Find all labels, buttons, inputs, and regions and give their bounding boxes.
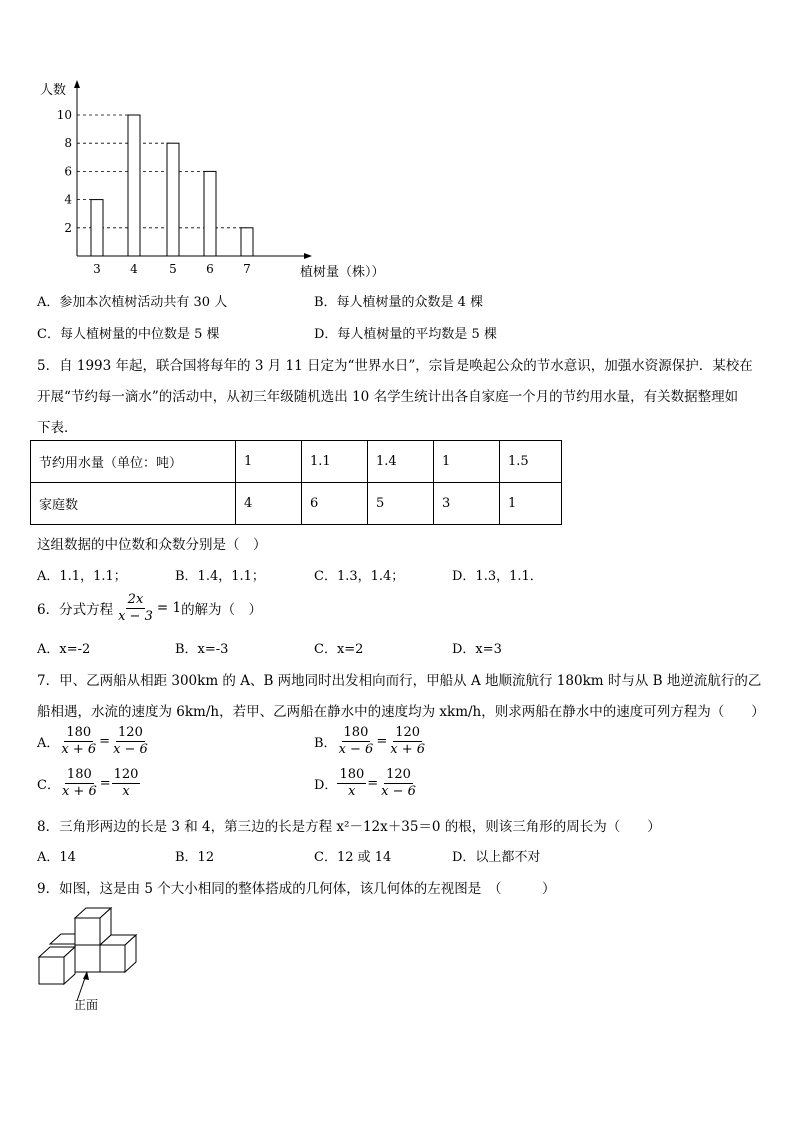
denominator: x + 6	[61, 742, 97, 757]
x-tick-label: 3	[93, 262, 101, 276]
bar-6	[204, 171, 216, 256]
back-left-top-face	[50, 934, 75, 944]
table-cell: 5	[368, 483, 434, 525]
q5-line-3: 下表．	[37, 420, 78, 436]
denominator: x + 6	[61, 784, 97, 799]
numerator: 180	[343, 725, 369, 740]
y-tick-label: 2	[64, 220, 72, 235]
q6-prefix: 6．分式方程	[37, 602, 114, 618]
fraction-right	[379, 767, 418, 800]
table-cell: 3	[434, 483, 500, 525]
q6-frac-numerator: 2x	[127, 591, 144, 607]
q7-line-1: 7．甲、乙两船从相距 300km 的 A、B 两地同时出发相向而行，甲船从 A 地顺流航行 180km 时与从 B 地逆流航行的乙	[37, 673, 762, 689]
q8-option-a: A．14	[37, 850, 76, 865]
numerator: 120	[386, 767, 411, 782]
bar-chart	[30, 75, 410, 285]
denominator: x − 6	[381, 784, 416, 799]
table-cell: 1	[236, 441, 302, 483]
denominator: x − 6	[113, 742, 148, 757]
q6-option-a: A．x=-2	[37, 642, 91, 657]
q5-question: 这组数据的中位数和众数分别是（ ）	[37, 537, 267, 553]
y-tick-label: 8	[64, 136, 72, 151]
q4-option-b: B．每人植树量的众数是 4 棵	[314, 295, 484, 310]
q6-frac-denominator: x − 3	[118, 608, 153, 624]
option-label: B．	[314, 736, 337, 751]
q6-option-d: D．x=3	[452, 642, 502, 657]
q6-equals: = 1	[156, 600, 182, 616]
equals-sign: =	[99, 734, 111, 749]
q8-option-d: D．以上都不对	[452, 850, 541, 865]
numerator: 180	[66, 767, 92, 782]
option-label: A．	[37, 736, 60, 751]
table-cell: 1	[500, 483, 562, 525]
q7-line-2: 船相遇，水流的速度为 6km/h，若甲、乙两船在静水中的速度均为 xkm/h，则求两船在静水中的速度可列方程为（ ）	[37, 704, 765, 720]
fraction-left	[337, 725, 376, 758]
q7-option-a	[37, 725, 150, 758]
y-tick-label: 10	[56, 108, 72, 122]
middle-cube-front-face	[75, 945, 100, 972]
right-cube-front-face	[100, 945, 125, 972]
y-axis-arrow	[74, 80, 80, 88]
table-cell: 4	[236, 483, 302, 525]
table-cell: 6	[302, 483, 368, 525]
table-cell: 1.5	[500, 441, 562, 483]
x-tick-label: 4	[130, 262, 138, 276]
table-row	[31, 483, 562, 525]
denominator: x	[348, 784, 356, 799]
equals-sign: =	[376, 734, 388, 749]
table-row	[31, 441, 562, 483]
q4-option-a: A．参加本次植树活动共有 30 人	[37, 295, 228, 310]
q5-option-d: D．1.3，1.1．	[452, 569, 543, 584]
y-tick-label: 4	[64, 192, 72, 207]
q6-option-b: B．x=-3	[175, 642, 229, 657]
denominator: x − 6	[338, 742, 374, 757]
q7-option-c	[37, 767, 140, 800]
bar-3	[91, 200, 103, 256]
q6-suffix: 的解为（ ）	[181, 602, 263, 618]
numerator: 120	[118, 725, 143, 740]
fraction-right	[388, 725, 427, 758]
option-label: C．	[37, 778, 60, 793]
q4-option-c: C．每人植树量的中位数是 5 棵	[37, 327, 220, 342]
fraction-right	[111, 725, 150, 758]
q5-option-b: B．1.4，1.1；	[175, 569, 265, 584]
left-cube-front-face	[39, 957, 64, 984]
equals-sign: =	[99, 776, 111, 791]
numerator: 180	[66, 725, 92, 740]
q4-option-d: D．每人植树量的平均数是 5 棵	[314, 327, 497, 342]
q8-option-b: B．12	[175, 850, 215, 865]
numerator: 120	[113, 767, 139, 782]
table-cell: 节约用水量（单位：吨）	[31, 441, 236, 483]
option-label: D．	[314, 778, 338, 793]
numerator: 180	[339, 767, 365, 782]
x-tick-label: 5	[169, 262, 177, 276]
top-cube-front-face	[75, 918, 100, 945]
table-cell: 家庭数	[31, 483, 236, 525]
x-tick-label: 7	[243, 262, 251, 276]
fraction-right	[112, 767, 141, 800]
q7-option-b	[314, 725, 427, 758]
fraction-left	[59, 725, 98, 758]
y-axis-title: 人数	[40, 83, 67, 98]
numerator: 120	[395, 725, 421, 740]
q6-fraction	[116, 592, 155, 625]
denominator: x + 6	[390, 742, 425, 757]
bar-chart-svg	[30, 75, 410, 285]
equals-sign: =	[367, 776, 379, 791]
x-axis-title: 植树量（株））	[300, 265, 385, 280]
q8-option-c: C．12 或 14	[314, 850, 392, 865]
q5-line-1: 5．自 1993 年起，联合国将每年的 3 月 11 日定为“世界水日”，宗旨是唤起公众的节水意识，加强水资源保护．某校在	[37, 358, 753, 374]
fraction-left	[337, 767, 366, 800]
x-tick-label: 6	[206, 262, 214, 276]
q5-option-a: A．1.1，1.1；	[37, 569, 127, 584]
bar-5	[167, 143, 179, 256]
bar-4	[128, 115, 140, 256]
table-cell: 1	[434, 441, 500, 483]
q7-option-d	[314, 767, 418, 800]
q6-stem	[37, 588, 262, 628]
table-cell: 1.4	[368, 441, 434, 483]
q5-line-2: 开展“节约每一滴水”的活动中，从初三年级随机选出 10 名学生统计出各自家庭一个月的节约用水量，有关数据整理如	[37, 389, 739, 405]
front-label: 正面	[74, 998, 99, 1012]
q9-stem: 9．如图，这是由 5 个大小相同的整体搭成的几何体，该几何体的左视图是 （ ）	[37, 881, 556, 897]
x-axis-arrow	[304, 253, 312, 259]
fraction-left	[60, 767, 99, 800]
q6-option-c: C．x=2	[314, 642, 364, 657]
y-tick-label: 6	[64, 164, 72, 179]
q8-stem: 8．三角形两边的长是 3 和 4，第三边的长是方程 x²－12x＋35＝0 的根，则该三角形的周长为（ ）	[37, 819, 661, 835]
q5-option-c: C．1.3，1.4；	[314, 569, 405, 584]
denominator: x	[122, 784, 130, 799]
table-cell: 1.1	[302, 441, 368, 483]
q5-table	[30, 440, 562, 525]
bar-7	[241, 228, 253, 256]
